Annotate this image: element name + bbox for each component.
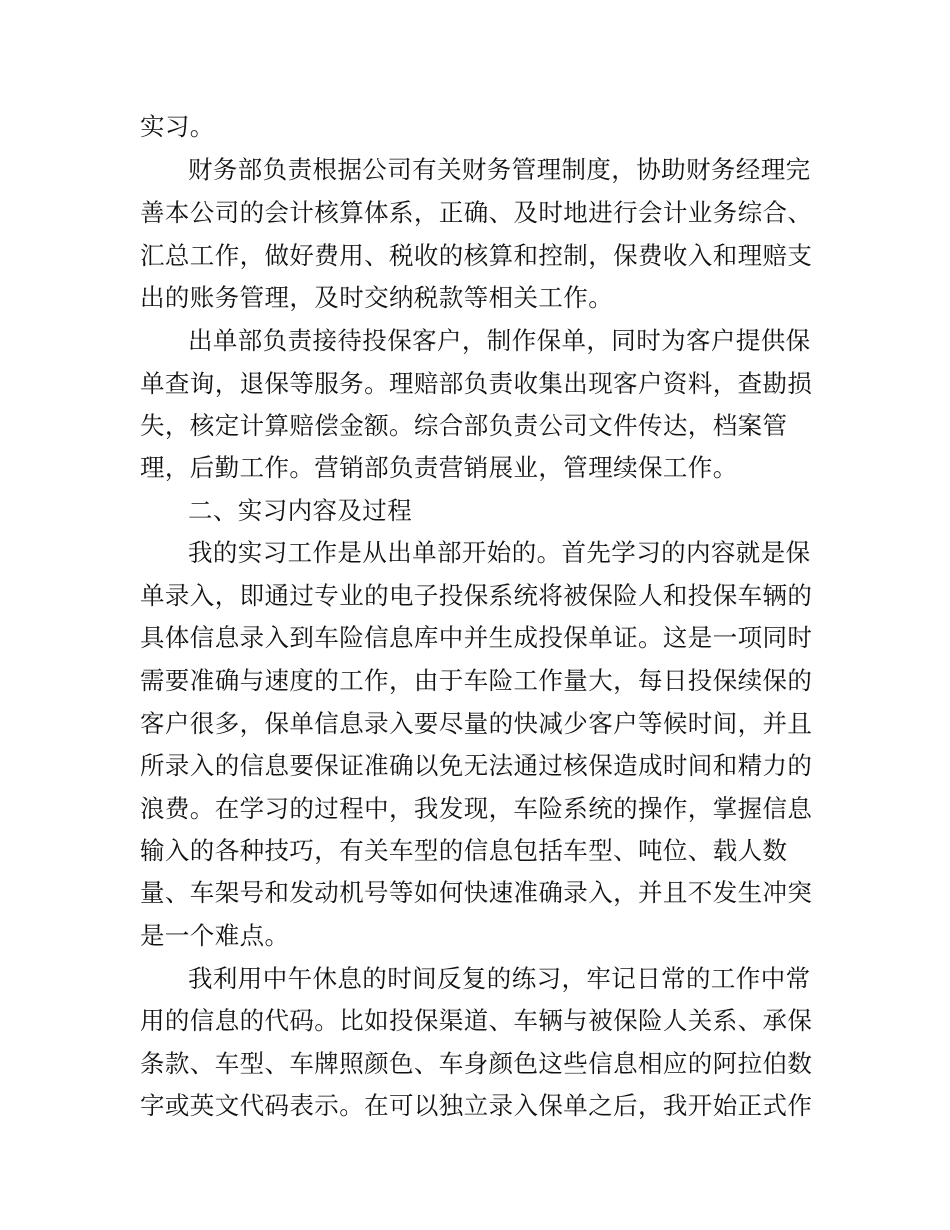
text-line: 所录入的信息要保证准确以免无法通过核保造成时间和精力的 xyxy=(140,751,813,780)
text-line: 量、车架号和发动机号等如何快速准确录入，并且不发生冲突 xyxy=(140,878,813,907)
text-line: 用的信息的代码。比如投保渠道、车辆与被保险人关系、承保 xyxy=(140,1006,813,1035)
text-line: 单查询，退保等服务。理赔部负责收集出现客户资料，查勘损 xyxy=(140,369,813,398)
text-line: 失，核定计算赔偿金额。综合部负责公司文件传达，档案管 xyxy=(140,411,788,440)
text-line: 理，后勤工作。营销部负责营销展业，管理续保工作。 xyxy=(140,453,738,482)
text-line: 是一个难点。 xyxy=(140,921,290,950)
text-line: 汇总工作，做好费用、税收的核算和控制，保费收入和理赔支 xyxy=(140,241,813,270)
text-line: 具体信息录入到车险信息库中并生成投保单证。这是一项同时 xyxy=(140,623,813,652)
text-line: 实习。 xyxy=(140,112,215,141)
paragraph-start-line: 我的实习工作是从出单部开始的。首先学习的内容就是保 xyxy=(188,538,811,567)
text-line: 客户很多，保单信息录入要尽量的快减少客户等候时间，并且 xyxy=(140,709,813,738)
text-line: 单录入，即通过专业的电子投保系统将被保险人和投保车辆的 xyxy=(140,581,813,610)
text-line: 需要准确与速度的工作，由于车险工作量大，每日投保续保的 xyxy=(140,666,813,695)
paragraph-start-line: 出单部负责接待投保客户，制作保单，同时为客户提供保 xyxy=(188,326,811,355)
text-line: 条款、车型、车牌照颜色、车身颜色这些信息相应的阿拉伯数 xyxy=(140,1049,813,1078)
paragraph-start-line: 财务部负责根据公司有关财务管理制度，协助财务经理完 xyxy=(188,155,811,184)
text-line: 善本公司的会计核算体系，正确、及时地进行会计业务综合、 xyxy=(140,198,813,227)
paragraph-start-line: 我利用中午休息的时间反复的练习，牢记日常的工作中常 xyxy=(188,964,811,993)
text-line: 浪费。在学习的过程中，我发现，车险系统的操作，掌握信息 xyxy=(140,794,813,823)
text-line: 字或英文代码表示。在可以独立录入保单之后，我开始正式作 xyxy=(140,1091,813,1120)
section-heading: 二、实习内容及过程 xyxy=(188,496,413,525)
text-line: 出的账务管理，及时交纳税款等相关工作。 xyxy=(140,283,614,312)
text-line: 输入的各种技巧，有关车型的信息包括车型、吨位、载人数 xyxy=(140,836,788,865)
